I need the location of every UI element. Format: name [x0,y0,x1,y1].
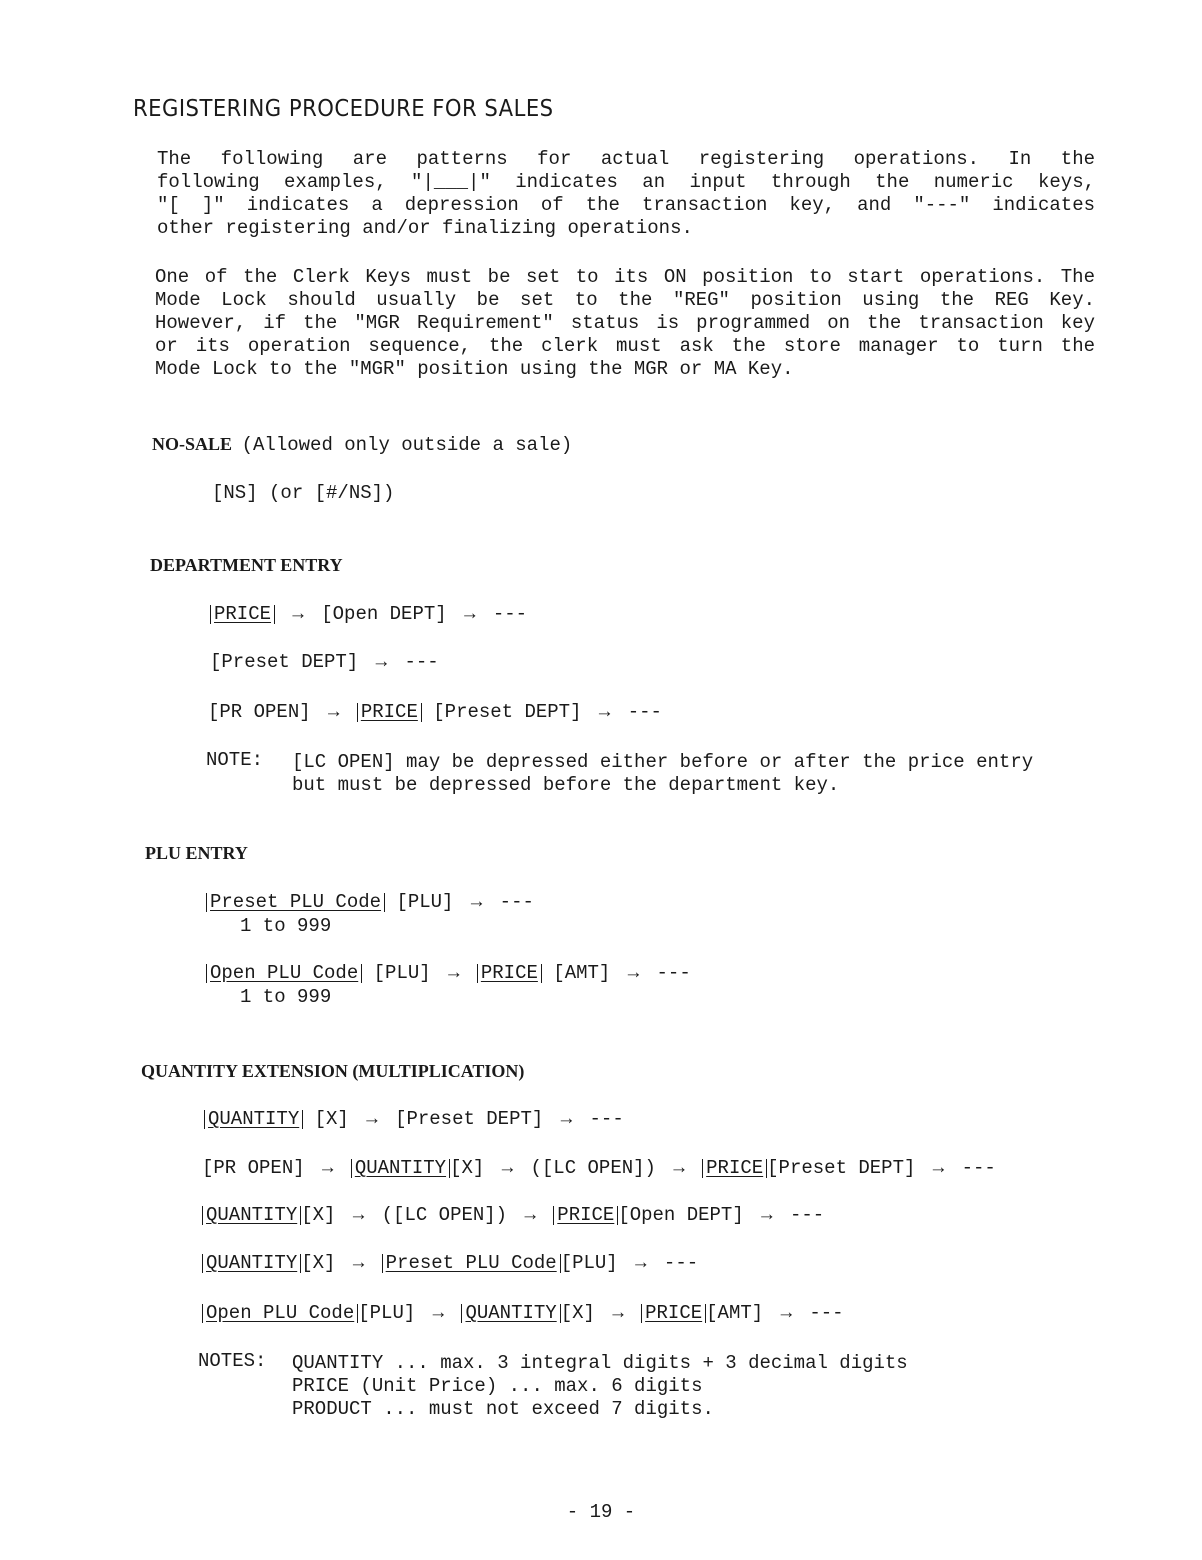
price-input-box: PRICE [477,964,542,983]
plu-sequence-1: Preset PLU Code [PLU] → --- [206,891,534,913]
quantity-input-box: QUANTITY [202,1254,301,1273]
qty-sequence-5: Open PLU Code [PLU] → QUANTITY [X] → PRICE [AMT] → --- [202,1302,844,1324]
page-title: REGISTERING PROCEDURE FOR SALES [133,96,554,122]
dept-sequence-2: [Preset DEPT] → --- [210,651,439,673]
qty-sequence-2: [PR OPEN] → QUANTITY [X] → ([LC OPEN]) → PRICE [Preset DEPT] → --- [202,1157,996,1179]
dept-note-label: NOTE: [206,749,264,771]
no-sale-sequence: [NS] (or [#/NS]) [212,482,395,504]
qty-notes-text: QUANTITY ... max. 3 integral digits + 3 decimal digits PRICE (Unit Price) ... max. 6 digits PRODUCT ... must not exceed 7 digits. [292,1352,908,1420]
price-input-box: PRICE [553,1206,618,1225]
no-sale-heading-row: NO-SALE (Allowed only outside a sale) [152,434,573,456]
qty-sequence-1: QUANTITY [X] → [Preset DEPT] → --- [204,1108,624,1130]
quantity-extension-heading: QUANTITY EXTENSION (MULTIPLICATION) [141,1061,525,1081]
dept-sequence-1: PRICE → [Open DEPT] → --- [210,603,527,625]
open-plu-code-input-box: Open PLU Code [206,964,362,983]
qty-notes-label: NOTES: [198,1350,267,1372]
intro-paragraph-2: One of the Clerk Keys must be set to its ON position to start operations. The Mode Lock should usually be set to the "REG" position using the REG Key. However, if the "MGR Requirement" status is programmed on the transaction key or its operation sequence, the clerk must ask the store manager to turn the Mode Lock to the "MGR" position using the MGR or MA Key. [155,266,1095,380]
preset-plu-code-input-box: Preset PLU Code [382,1254,561,1273]
quantity-input-box: QUANTITY [461,1304,560,1323]
dept-note-text: [LC OPEN] may be depressed either before or after the price entry but must be depressed before the department key. [292,751,1034,796]
plu-entry-heading: PLU ENTRY [145,843,248,863]
plu-range-2: 1 to 999 [240,986,332,1008]
preset-plu-code-input-box: Preset PLU Code [206,893,385,912]
plu-sequence-2: Open PLU Code [PLU] → PRICE [AMT] → --- [206,962,691,984]
price-input-box: PRICE [641,1304,706,1323]
qty-sequence-4: QUANTITY [X] → Preset PLU Code [PLU] → --- [202,1252,698,1274]
quantity-input-box: QUANTITY [351,1159,450,1178]
department-entry-heading: DEPARTMENT ENTRY [150,555,343,575]
open-plu-code-input-box: Open PLU Code [202,1304,358,1323]
quantity-input-box: QUANTITY [202,1206,301,1225]
plu-range-1: 1 to 999 [240,915,332,937]
dept-sequence-3: [PR OPEN] → PRICE [Preset DEPT] → --- [208,701,662,723]
price-input-box: PRICE [702,1159,767,1178]
price-input-box: PRICE [210,605,275,624]
page-number: - 19 - [566,1501,636,1523]
quantity-input-box: QUANTITY [204,1110,303,1129]
price-input-box: PRICE [357,703,422,722]
qty-sequence-3: QUANTITY [X] → ([LC OPEN]) → PRICE [Open DEPT] → --- [202,1204,824,1226]
intro-paragraph-1: The following are patterns for actual registering operations. In the following examples, "|___|" indicates an input through the numeric keys, "[ ]" indicates a depression of the transaction key, and "---" indicates other registering and/or finalizing operations. [157,148,1095,239]
